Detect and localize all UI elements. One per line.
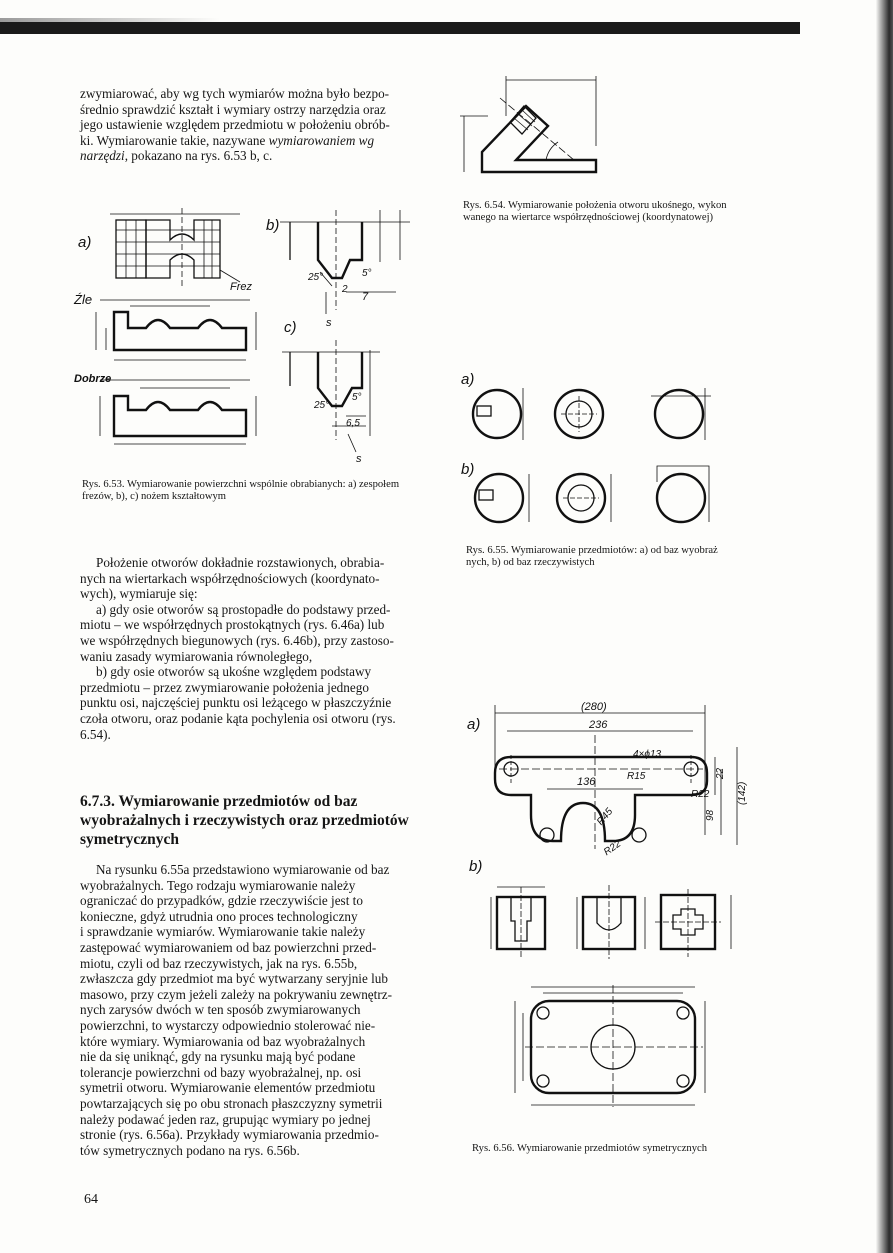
italic-term: wymiarowaniem wg [268, 132, 375, 148]
dim-4-holes: 4×ϕ13 [633, 749, 662, 760]
text-line: a) gdy osie otworów są prostopadłe do podstawy przed- [96, 601, 391, 617]
fig653-label-b: b) [266, 217, 280, 234]
dim-136: 136 [577, 776, 596, 788]
text-line: narzędzi, pokazano na rys. 6.53 b, c. [80, 148, 273, 164]
text-line: jego ustawienie względem przedmiotu w położeniu obrób- [80, 117, 390, 133]
text-line: które wymiary. Wymiarowania od baz wyobrażalnych [80, 1033, 366, 1049]
dim-5deg-c: 5° [352, 392, 362, 403]
milling-cutters [110, 208, 240, 288]
text-line: miotu, czyli od baz rzeczywistych, jak na rys. 6.55b, [80, 955, 358, 971]
text-line: Na rysunku 6.55a przedstawiono wymiarowanie od baz [96, 862, 390, 877]
dim-98: 98 [705, 809, 716, 821]
caption-fig-6-53: Rys. 6.53. Wymiarowanie powierzchni wspólnie obrabianych: a) zespołem frezów, b), c) nożem kształtowym [82, 479, 400, 502]
fig653-label-a: a) [78, 234, 92, 251]
dim-r22: R22 [691, 789, 710, 800]
text-line: ograniczać do przypadków, gdzie rzeczywiście jest to [80, 893, 363, 909]
fig656-label-b: b) [469, 858, 483, 875]
feed-s-b: s [326, 317, 332, 329]
text-line: średnio sprawdzić kształt i wymiary ostrzy narzędzia oraz [80, 101, 386, 117]
dim-r45: R45 [595, 806, 616, 828]
row-a-sections [473, 388, 711, 440]
text-line: stronie (rys. 6.56a). Przykłady wymiarowania przedmio- [80, 1127, 379, 1143]
dim-236: 236 [589, 719, 608, 731]
dim-280: (280) [581, 701, 607, 713]
caption-line: wanego na wiertarce współrzędnościowej (koordynatowej) [463, 212, 714, 223]
coordinate-drilling-paragraph [80, 555, 432, 742]
text-line: powierzchni, to wystarczy odpowiednio stolerować nie- [80, 1017, 376, 1033]
text-line: ki. Wymiarowanie takie, nazywane wymiarowaniem wg [80, 132, 375, 148]
scan-right-edge [797, 0, 893, 1253]
heading-line: wyobrażalnych i rzeczywistych oraz przedmiotów [80, 812, 409, 829]
figure-6-56 [455, 695, 755, 1135]
text-line: zastępować wymiarowaniem od baz powierzchni przed- [80, 939, 377, 955]
caption-fig-6-56: Rys. 6.56. Wymiarowanie przedmiotów symetrycznych [472, 1143, 707, 1154]
feed-s-c: s [356, 453, 362, 465]
flange-plate [515, 985, 705, 1107]
section-heading-6-7-3 [80, 792, 440, 849]
text-line: masowo, przy czym jeżeli zależy na pokrywaniu zewnętrz- [80, 986, 392, 1002]
text-line: powtarzających się po obu stronach płaszczyzny symetrii [80, 1095, 383, 1111]
scan-top-bar [0, 22, 800, 34]
text-line: wych), wymiaruje się: [80, 586, 198, 602]
dim-22: 22 [715, 767, 726, 779]
frez-label: Frez [230, 281, 252, 293]
text-line: zwymiarować, aby wg tych wymiarów można było bezpo- [80, 86, 390, 101]
caption-fig-6-55 [466, 545, 796, 569]
text-line: zwłaszcza gdy przedmiot ma być wytwarzany seryjnie lub [80, 971, 388, 987]
row-b-sections [475, 466, 709, 522]
text-line: we współrzędnych biegunowych (rys. 6.46b), przy zastoso- [80, 632, 394, 648]
figure-6-53 [70, 200, 450, 470]
fig655-label-b: b) [461, 461, 475, 478]
correct-dimensioning [100, 380, 256, 444]
text-line: wyobrażalnych. Tego rodzaju wymiarowanie należy [80, 877, 356, 893]
text-line: b) gdy osie otworów są ukośne względem podstawy [96, 664, 372, 680]
text-line: 6.54). [80, 726, 111, 742]
text-line: przedmiotu – przez zwymiarowanie położenia jednego [80, 679, 369, 695]
intro-paragraph [80, 86, 430, 164]
text-line: należy podawać jeden raz, grupując wymiary po jednej [80, 1111, 371, 1127]
dim-r22-lower: R22 [601, 838, 624, 859]
caption-line: Rys. 6.54. Wymiarowanie położenia otworu ukośnego, wykon [463, 200, 727, 211]
text-line: miotu – we współrzędnych prostokątnych (rys. 6.46a) lub [80, 617, 385, 633]
dim-r15: R15 [627, 771, 646, 782]
heading-line: symetrycznych [80, 831, 179, 848]
text-line: konieczne, gdyż utrudnia ono proces technologiczny [80, 908, 358, 924]
text-line: symetrii otworu. Wymiarowanie elementów przedmiotu [80, 1080, 376, 1096]
heading-line: 6.7.3. Wymiarowanie przedmiotów od baz [80, 793, 358, 810]
zle-label: Źle [74, 292, 93, 307]
text-line: punktu osi, najczęściej punktu osi leżącego w płaszczyźnie [80, 695, 392, 711]
caption-fig-6-54 [463, 200, 803, 224]
dobrze-label: Dobrze [74, 373, 112, 385]
caption-line: Rys. 6.55. Wymiarowanie przedmiotów: a) od baz wyobraż [466, 545, 718, 556]
fig655-label-a: a) [461, 371, 475, 388]
datum-paragraph [80, 862, 432, 1158]
dim-142: (142) [737, 781, 748, 805]
dim-6-5: 6,5 [346, 418, 360, 429]
text-line: tolerancje powierzchni od bazy wyobrażalnej, np. osi [80, 1064, 362, 1080]
dim-7: 7 [362, 291, 369, 303]
text-line: Położenie otworów dokładnie rozstawionych, obrabia- [96, 555, 385, 570]
text-line: nych na wiertarkach współrzędnościowych (koordynato- [80, 570, 380, 586]
dim-25deg-c: 25° [314, 400, 330, 411]
dim-25deg: 25° [308, 272, 324, 283]
bracket-outline [495, 757, 707, 841]
figure-6-54 [460, 76, 630, 186]
page-number: 64 [84, 1192, 98, 1207]
dim-2: 2 [342, 284, 348, 295]
fig653-label-c: c) [284, 319, 297, 336]
shape-tool-b [280, 210, 410, 314]
text-line: nych zarysów dwóch w ten sposób zwymiarowanych [80, 1002, 361, 1018]
text-line: tów symetrycznych podano na rys. 6.56b. [80, 1142, 300, 1158]
text-line: czoła otworu, oraz podanie kąta pochylenia osi otworu (rys. [80, 710, 396, 726]
wrong-dimensioning [96, 300, 256, 360]
caption-line: nych, b) od baz rzeczywistych [466, 557, 595, 568]
symmetric-parts-row [491, 885, 731, 959]
text-line: waniu zasady wymiarowania równoległego, [80, 648, 313, 664]
dim-5deg: 5° [362, 268, 372, 279]
shape-tool-c [282, 340, 380, 452]
text-line: i sprawdzanie wymiarów. Wymiarowanie takie należy [80, 924, 366, 940]
italic-term: narzędzi [80, 148, 125, 164]
fig656-label-a: a) [467, 716, 481, 733]
figure-6-55 [455, 362, 745, 537]
text-line: nie da się uniknąć, gdy na rysunku mają być podane [80, 1049, 356, 1065]
